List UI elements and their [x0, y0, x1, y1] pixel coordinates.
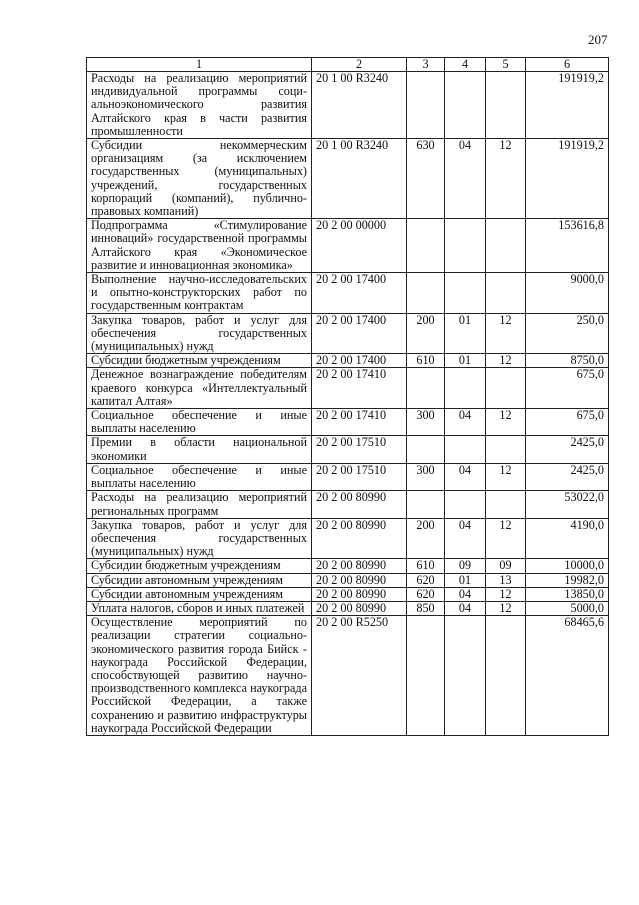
row-amount-cell: 53022,0 [526, 491, 609, 518]
row-name-cell: Уплата налогов, сборов и иных платежей [87, 601, 312, 615]
column-header: 4 [445, 58, 486, 72]
row-column-4-cell [445, 219, 486, 273]
row-code-cell: 20 1 00 R3240 [312, 72, 407, 139]
row-name-cell: Субсидии автономным учреждениям [87, 573, 312, 587]
row-name-cell: Премии в области национальной экономики [87, 436, 312, 463]
table-row [87, 368, 609, 409]
row-name-cell: Закупка товаров, работ и услуг для обеспечения государственных (муниципальных) нужд [87, 518, 312, 559]
row-amount-cell: 250,0 [526, 313, 609, 354]
table-row [87, 573, 609, 587]
row-column-4-cell [445, 273, 486, 314]
row-column-4-cell: 04 [445, 518, 486, 559]
row-column-4-cell [445, 491, 486, 518]
row-column-5-cell [486, 219, 526, 273]
row-column-3-cell: 300 [407, 463, 445, 490]
row-amount-cell: 5000,0 [526, 601, 609, 615]
table-row [87, 601, 609, 615]
table-row [87, 313, 609, 354]
row-column-5-cell: 09 [486, 559, 526, 573]
row-column-3-cell: 610 [407, 354, 445, 368]
row-column-3-cell: 850 [407, 601, 445, 615]
table-row [87, 72, 609, 139]
column-header: 2 [312, 58, 407, 72]
row-name-cell: Осуществление мероприятий по реализации стратегии социально-экономического развития города Бийск - наукограда Российской Федерации, способствующей развитию научно-производственного комплекса наукограда Российской Федерации, а также сохранению и развитию инфраструктуры наукограда Российской Федерации [87, 616, 312, 736]
row-column-4-cell: 09 [445, 559, 486, 573]
row-column-3-cell: 200 [407, 518, 445, 559]
row-column-3-cell: 630 [407, 139, 445, 219]
row-column-4-cell: 01 [445, 313, 486, 354]
row-column-4-cell: 01 [445, 354, 486, 368]
row-name-cell: Субсидии бюджетным учреждениям [87, 354, 312, 368]
row-column-5-cell: 12 [486, 587, 526, 601]
row-code-cell: 20 2 00 17400 [312, 354, 407, 368]
table-row [87, 139, 609, 219]
row-column-4-cell: 04 [445, 463, 486, 490]
row-code-cell: 20 2 00 17410 [312, 368, 407, 409]
row-column-5-cell: 12 [486, 354, 526, 368]
row-column-3-cell [407, 436, 445, 463]
row-column-5-cell: 12 [486, 313, 526, 354]
row-amount-cell: 153616,8 [526, 219, 609, 273]
column-header: 6 [526, 58, 609, 72]
row-column-4-cell: 04 [445, 601, 486, 615]
row-column-3-cell: 620 [407, 587, 445, 601]
row-name-cell: Социальное обеспечение и иные выплаты населению [87, 463, 312, 490]
row-code-cell: 20 2 00 00000 [312, 219, 407, 273]
table-header-row [87, 58, 609, 72]
row-column-4-cell [445, 436, 486, 463]
row-name-cell: Выполнение научно-исследовательских и опытно-конструкторских работ по государственным контрактам [87, 273, 312, 314]
row-name-cell: Денежное вознаграждение победителям краевого конкурса «Интеллектуальный капитал Алтая» [87, 368, 312, 409]
row-column-5-cell: 12 [486, 139, 526, 219]
row-code-cell: 20 2 00 17410 [312, 409, 407, 436]
row-amount-cell: 13850,0 [526, 587, 609, 601]
row-column-5-cell [486, 491, 526, 518]
row-column-4-cell: 04 [445, 409, 486, 436]
table-row [87, 409, 609, 436]
row-amount-cell: 19982,0 [526, 573, 609, 587]
row-amount-cell: 9000,0 [526, 273, 609, 314]
column-header: 5 [486, 58, 526, 72]
row-amount-cell: 675,0 [526, 368, 609, 409]
row-amount-cell: 10000,0 [526, 559, 609, 573]
row-column-4-cell: 04 [445, 139, 486, 219]
table-row [87, 354, 609, 368]
row-name-cell: Расходы на реализацию мероприятий региональных программ [87, 491, 312, 518]
row-column-3-cell: 200 [407, 313, 445, 354]
row-code-cell: 20 2 00 80990 [312, 573, 407, 587]
table-row [87, 273, 609, 314]
row-amount-cell: 8750,0 [526, 354, 609, 368]
table-row [87, 616, 609, 736]
table-row [87, 518, 609, 559]
row-code-cell: 20 2 00 80990 [312, 491, 407, 518]
row-column-4-cell [445, 72, 486, 139]
row-column-3-cell: 620 [407, 573, 445, 587]
row-code-cell: 20 2 00 17510 [312, 436, 407, 463]
table-row [87, 587, 609, 601]
row-name-cell: Закупка товаров, работ и услуг для обеспечения государственных (муниципальных) нужд [87, 313, 312, 354]
row-code-cell: 20 2 00 80990 [312, 518, 407, 559]
row-column-3-cell: 300 [407, 409, 445, 436]
row-column-5-cell [486, 72, 526, 139]
row-column-3-cell: 610 [407, 559, 445, 573]
row-column-5-cell: 12 [486, 601, 526, 615]
row-amount-cell: 2425,0 [526, 436, 609, 463]
row-column-3-cell [407, 368, 445, 409]
table-row [87, 436, 609, 463]
row-column-5-cell: 13 [486, 573, 526, 587]
row-name-cell: Расходы на реализацию мероприятий индивидуальной программы соци-альноэкономического развития Алтайского края в части развития промышленности [87, 72, 312, 139]
page-number: 207 [588, 32, 608, 47]
row-column-3-cell [407, 72, 445, 139]
row-code-cell: 20 2 00 80990 [312, 587, 407, 601]
row-code-cell: 20 2 00 80990 [312, 559, 407, 573]
row-amount-cell: 191919,2 [526, 72, 609, 139]
row-code-cell: 20 2 00 17400 [312, 273, 407, 314]
row-amount-cell: 191919,2 [526, 139, 609, 219]
row-amount-cell: 2425,0 [526, 463, 609, 490]
row-column-3-cell [407, 491, 445, 518]
row-name-cell: Субсидии автономным учреждениям [87, 587, 312, 601]
column-header: 1 [87, 58, 312, 72]
row-code-cell: 20 2 00 17400 [312, 313, 407, 354]
table-body [87, 72, 609, 736]
row-name-cell: Субсидии некоммерческим организациям (за исключением государственных (муниципальных) учреждений, государственных корпораций (компаний), публично-правовых компаний) [87, 139, 312, 219]
table-row [87, 219, 609, 273]
row-code-cell: 20 2 00 R5250 [312, 616, 407, 736]
row-code-cell: 20 1 00 R3240 [312, 139, 407, 219]
budget-table [86, 57, 609, 736]
row-column-4-cell [445, 616, 486, 736]
row-amount-cell: 4190,0 [526, 518, 609, 559]
row-column-3-cell [407, 273, 445, 314]
row-name-cell: Подпрограмма «Стимулирование инноваций» государственной программы Алтайского края «Экономическое развитие и инновационная экономика» [87, 219, 312, 273]
column-header: 3 [407, 58, 445, 72]
row-amount-cell: 68465,6 [526, 616, 609, 736]
row-column-4-cell [445, 368, 486, 409]
row-column-4-cell: 01 [445, 573, 486, 587]
row-name-cell: Субсидии бюджетным учреждениям [87, 559, 312, 573]
row-amount-cell: 675,0 [526, 409, 609, 436]
row-column-4-cell: 04 [445, 587, 486, 601]
row-column-5-cell: 12 [486, 518, 526, 559]
row-column-5-cell [486, 436, 526, 463]
row-code-cell: 20 2 00 80990 [312, 601, 407, 615]
row-code-cell: 20 2 00 17510 [312, 463, 407, 490]
row-column-5-cell: 12 [486, 409, 526, 436]
row-column-3-cell [407, 616, 445, 736]
row-name-cell: Социальное обеспечение и иные выплаты населению [87, 409, 312, 436]
row-column-5-cell: 12 [486, 463, 526, 490]
row-column-5-cell [486, 616, 526, 736]
row-column-3-cell [407, 219, 445, 273]
table-row [87, 463, 609, 490]
row-column-5-cell [486, 273, 526, 314]
table-row [87, 491, 609, 518]
table-row [87, 559, 609, 573]
row-column-5-cell [486, 368, 526, 409]
